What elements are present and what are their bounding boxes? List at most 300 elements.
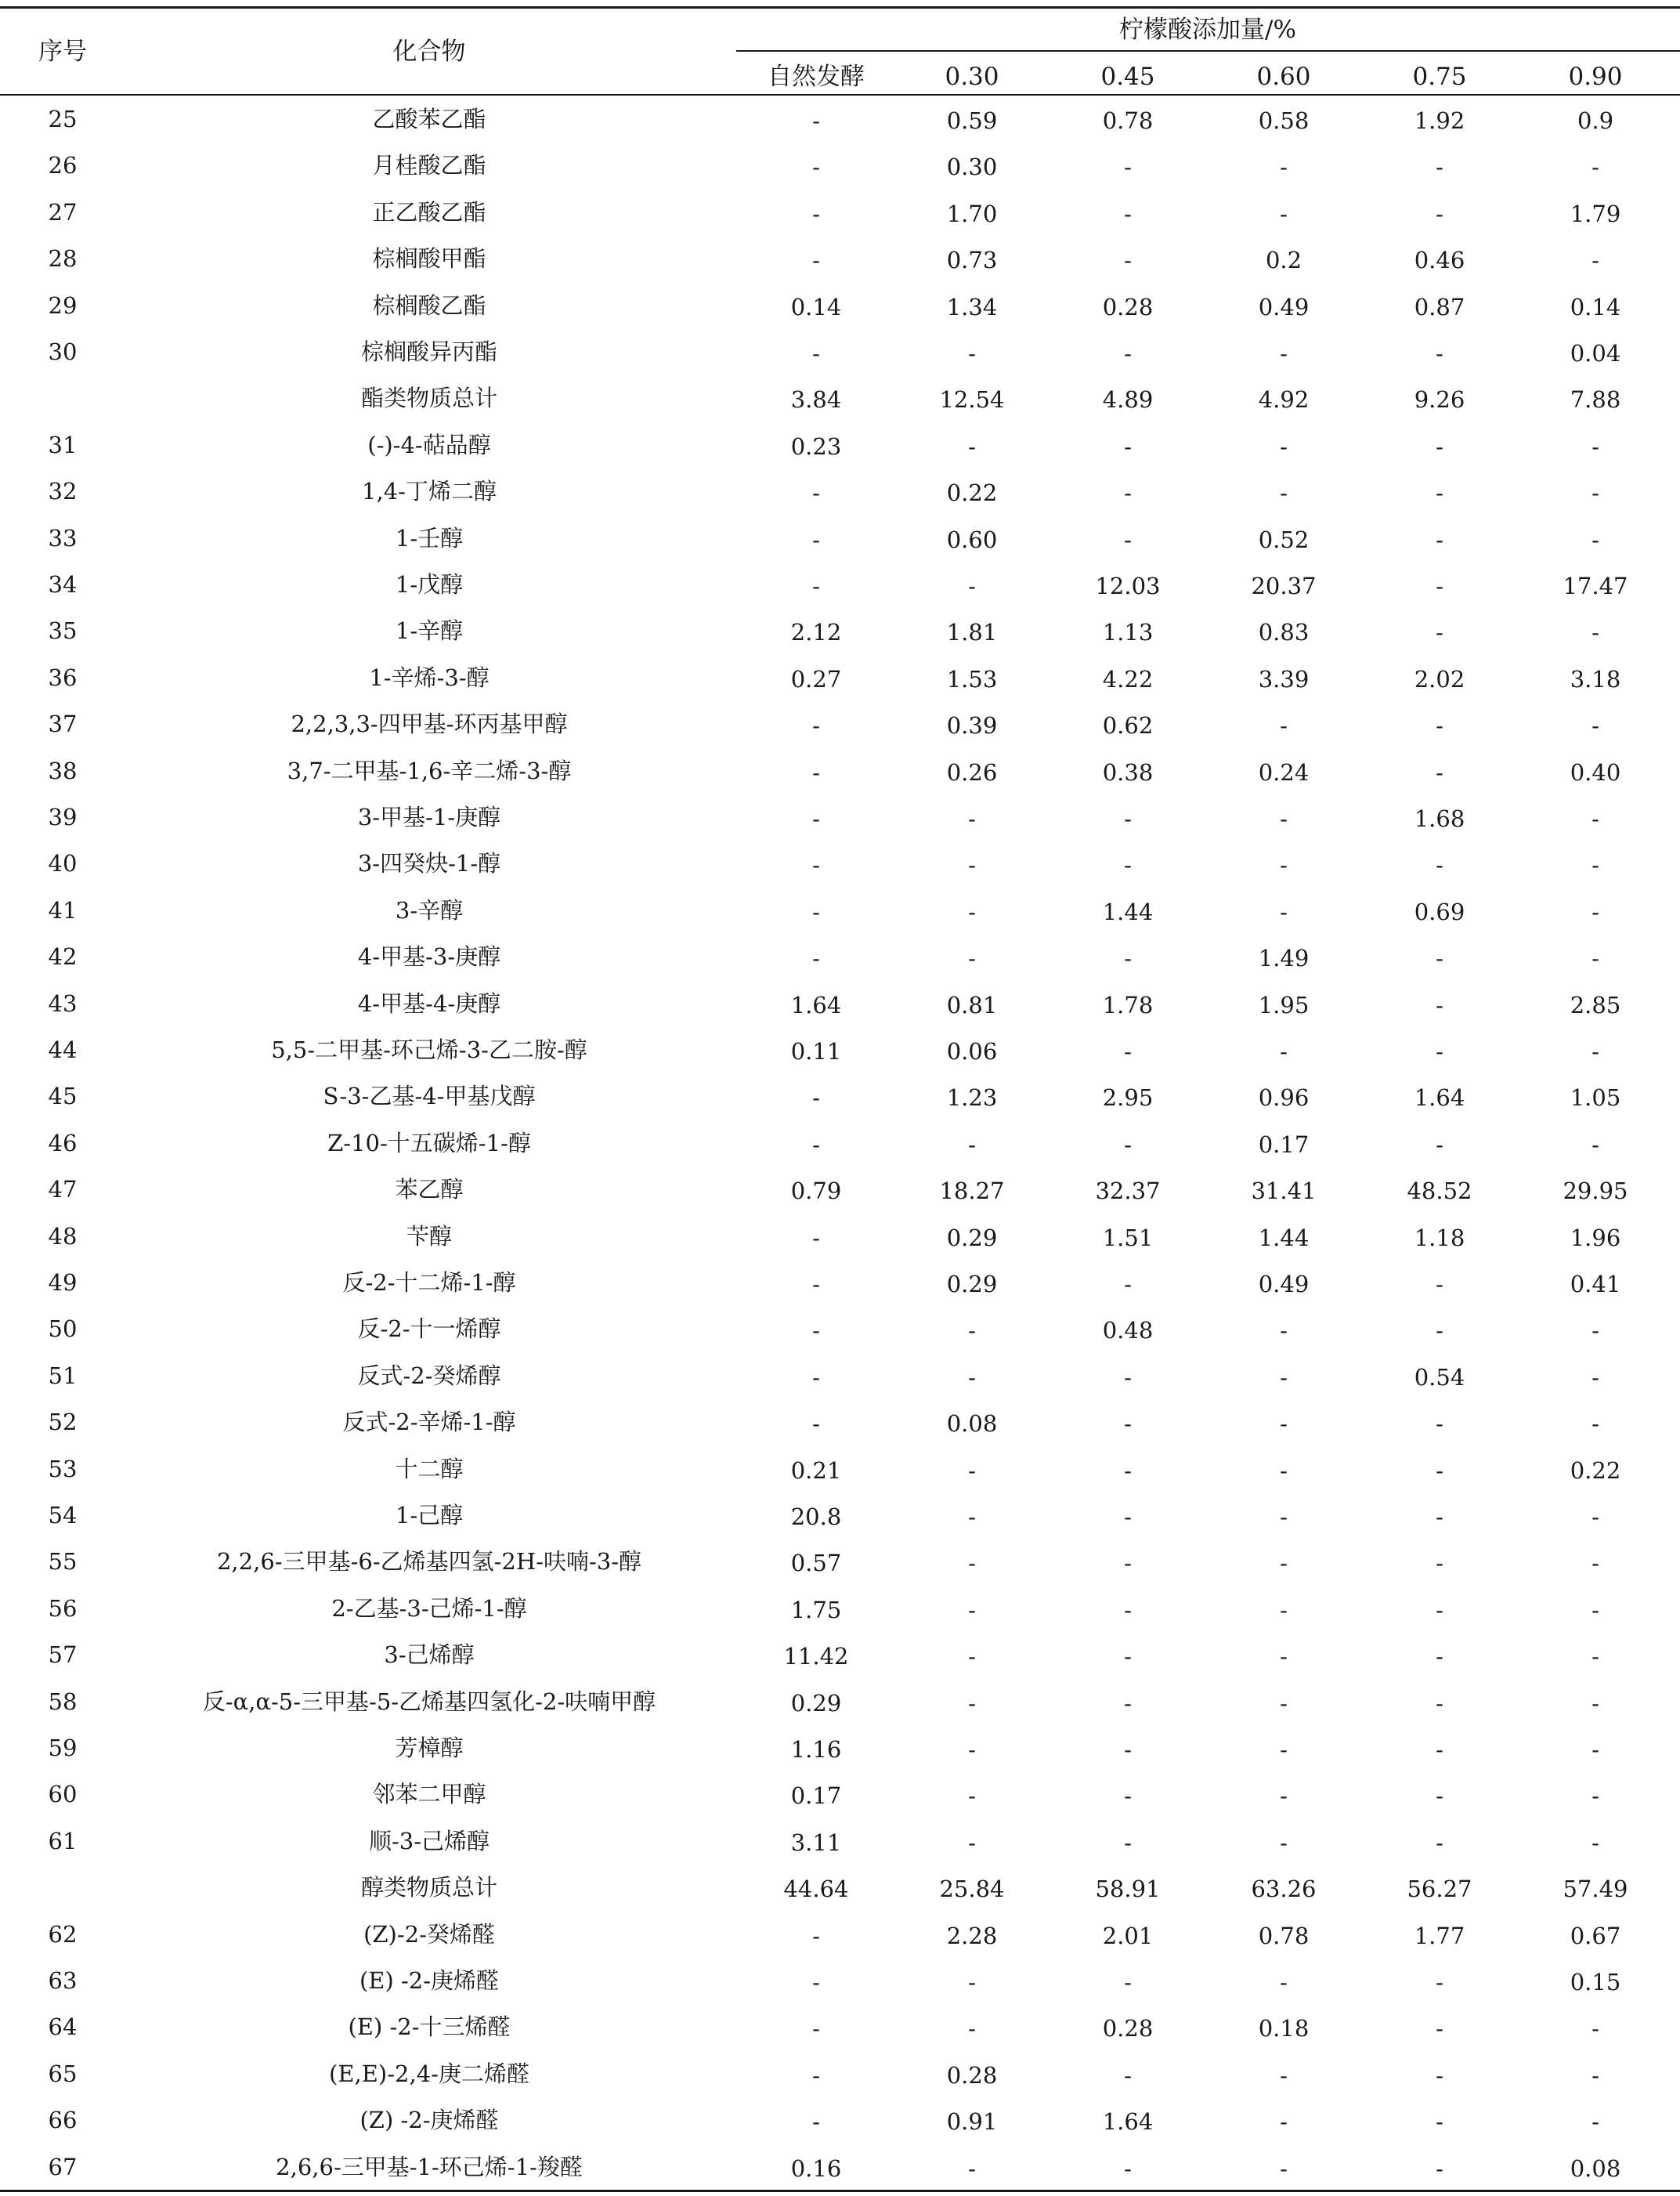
row-value: -	[1436, 1596, 1443, 1623]
row-value: -	[1436, 1038, 1443, 1065]
row-value: 3.84	[790, 386, 842, 414]
row-value: -	[968, 1969, 976, 1995]
row-value: 2.12	[790, 619, 842, 646]
row-value: -	[1280, 1456, 1288, 1484]
row-value: -	[1124, 479, 1132, 507]
row-seq: 40	[48, 850, 78, 877]
row-value: 1.44	[1258, 1224, 1310, 1251]
row-value: -	[812, 852, 820, 879]
row-compound: 反-2-十一烯醇	[357, 1315, 501, 1343]
row-value: 1.64	[790, 991, 842, 1018]
row-value: -	[1591, 432, 1599, 460]
row-compound: 3-辛醇	[395, 896, 464, 924]
row-value: 12.54	[939, 386, 1005, 414]
row-value: 1.49	[1258, 945, 1310, 972]
row-value: -	[1280, 1038, 1288, 1065]
row-value: -	[812, 1271, 820, 1297]
row-value: 0.29	[946, 1271, 998, 1297]
row-seq: 36	[48, 664, 78, 691]
row-value: 0.83	[1258, 619, 1310, 646]
group-header-rule	[736, 50, 1680, 52]
row-value: -	[1280, 898, 1288, 925]
row-compound: 芳樟醇	[395, 1735, 464, 1761]
row-value: -	[1280, 1503, 1288, 1530]
row-seq: 59	[48, 1735, 78, 1761]
row-seq: 39	[48, 804, 78, 830]
row-seq: 28	[48, 245, 78, 273]
row-value: 0.28	[1102, 293, 1154, 320]
row-value: -	[1436, 1271, 1443, 1297]
row-value: 0.22	[946, 479, 998, 507]
row-value: -	[968, 1643, 976, 1670]
row-value: 0.62	[1102, 712, 1154, 740]
row-value: 0.9	[1577, 107, 1614, 134]
row-value: -	[1436, 1689, 1443, 1717]
row-value: -	[1280, 1689, 1288, 1717]
row-seq: 45	[48, 1083, 78, 1110]
row-seq: 32	[48, 478, 78, 505]
row-value: -	[1124, 852, 1132, 879]
header-level-0: 自然发酵	[768, 63, 865, 91]
row-value: -	[968, 2154, 976, 2182]
header-level-2: 0.45	[1100, 63, 1155, 91]
row-compound: (E,E)-2,4-庚二烯醛	[329, 2060, 529, 2087]
row-compound: (Z) -2-庚烯醛	[359, 2107, 499, 2134]
row-compound: Z-10-十五碳烯-1-醇	[327, 1129, 531, 1156]
row-value: -	[1280, 2108, 1288, 2136]
row-value: -	[968, 2015, 976, 2042]
row-value: -	[812, 2108, 820, 2136]
row-value: -	[1124, 945, 1132, 972]
row-value: -	[968, 432, 976, 460]
row-value: 0.17	[790, 1782, 842, 1810]
row-compound: 反式-2-癸烯醇	[357, 1362, 501, 1389]
row-value: 29.95	[1563, 1178, 1628, 1205]
row-value: -	[968, 1131, 976, 1158]
row-seq: 53	[48, 1455, 78, 1482]
row-value: -	[812, 1969, 820, 1995]
row-compound: (Z)-2-癸烯醛	[363, 1920, 495, 1948]
row-value: -	[1436, 1456, 1443, 1484]
row-compound: 3-甲基-1-庚醇	[357, 804, 501, 830]
row-compound: S-3-乙基-4-甲基戊醇	[323, 1083, 536, 1110]
row-seq: 57	[48, 1641, 78, 1669]
row-compound: 4-甲基-4-庚醇	[357, 989, 501, 1017]
row-value: 0.22	[1570, 1456, 1621, 1484]
row-seq: 47	[48, 1176, 78, 1203]
header-level-5: 0.90	[1568, 63, 1623, 91]
row-compound: 酯类物质总计	[360, 385, 498, 412]
header-level-3: 0.60	[1256, 63, 1311, 91]
row-seq: 27	[48, 198, 78, 226]
row-seq: 25	[48, 106, 78, 132]
row-value: -	[1280, 1317, 1288, 1344]
row-value: -	[1124, 200, 1132, 227]
row-value: -	[1591, 1782, 1599, 1810]
row-value: -	[1591, 2061, 1599, 2089]
row-value: 1.81	[946, 619, 998, 646]
row-value: -	[968, 1317, 976, 1344]
row-value: -	[812, 200, 820, 227]
row-value: 0.57	[790, 1550, 842, 1577]
row-value: 2.01	[1102, 1922, 1154, 1949]
row-value: 0.28	[1102, 2015, 1154, 2042]
row-value: -	[1280, 1969, 1288, 1995]
row-compound: 1-辛醇	[395, 617, 464, 645]
row-value: -	[812, 945, 820, 972]
row-value: 2.85	[1570, 991, 1621, 1018]
row-value: -	[1280, 805, 1288, 832]
row-value: -	[1436, 526, 1443, 553]
row-value: -	[1436, 2108, 1443, 2136]
row-value: 1.53	[946, 665, 998, 693]
row-compound: 正乙酸乙酯	[372, 198, 486, 226]
row-value: 1.70	[946, 200, 998, 227]
row-value: 9.26	[1414, 386, 1465, 414]
row-compound: 苄醇	[406, 1222, 453, 1250]
row-value: 0.14	[1570, 293, 1621, 320]
row-value: -	[1124, 1689, 1132, 1717]
row-value: -	[1591, 1736, 1599, 1763]
row-seq: 60	[48, 1781, 78, 1808]
row-value: -	[1591, 712, 1599, 740]
row-value: 0.96	[1258, 1084, 1310, 1112]
row-value: -	[1280, 154, 1288, 181]
row-value: 2.95	[1102, 1084, 1154, 1112]
row-value: 0.73	[946, 247, 998, 274]
row-value: 1.18	[1414, 1224, 1465, 1251]
row-value: -	[968, 1550, 976, 1577]
row-compound: 3-四癸炔-1-醇	[357, 850, 501, 877]
row-value: 0.78	[1258, 1922, 1310, 1949]
row-value: -	[1280, 340, 1288, 367]
row-seq: 62	[48, 1920, 78, 1948]
row-value: -	[1280, 200, 1288, 227]
row-value: 0.14	[790, 293, 842, 320]
row-value: -	[1436, 1550, 1443, 1577]
row-value: -	[1124, 1782, 1132, 1810]
row-compound: 顺-3-己烯醇	[368, 1827, 490, 1854]
row-value: -	[1124, 1363, 1132, 1391]
row-value: 0.38	[1102, 758, 1154, 786]
row-value: 0.52	[1258, 526, 1310, 553]
row-value: -	[812, 479, 820, 507]
row-value: -	[812, 1317, 820, 1344]
row-value: -	[968, 852, 976, 879]
row-value: -	[1591, 945, 1599, 972]
row-value: -	[1280, 1363, 1288, 1391]
row-value: -	[1436, 2015, 1443, 2042]
row-value: 1.16	[790, 1736, 842, 1763]
row-value: -	[1124, 1456, 1132, 1484]
row-value: -	[968, 1503, 976, 1530]
row-value: -	[1436, 712, 1443, 740]
row-value: 1.79	[1570, 200, 1621, 227]
header-group: 柠檬酸添加量/%	[1119, 16, 1296, 44]
row-compound: 反-2-十二烯-1-醇	[342, 1269, 516, 1296]
row-compound: 1-戊醇	[395, 571, 464, 598]
row-seq: 33	[48, 524, 78, 552]
row-value: -	[812, 340, 820, 367]
row-value: 4.92	[1258, 386, 1310, 414]
row-value: 0.27	[790, 665, 842, 693]
row-value: -	[1124, 1271, 1132, 1297]
row-value: 57.49	[1563, 1876, 1628, 1903]
row-value: -	[1436, 991, 1443, 1018]
row-value: -	[812, 107, 820, 134]
row-seq: 56	[48, 1594, 78, 1622]
row-value: -	[1436, 2154, 1443, 2182]
row-value: -	[1436, 573, 1443, 599]
row-value: -	[1591, 852, 1599, 879]
row-value: -	[812, 154, 820, 181]
row-compound: 醇类物质总计	[360, 1874, 498, 1901]
row-seq: 64	[48, 2013, 78, 2041]
row-seq: 54	[48, 1502, 78, 1529]
row-compound: (-)-4-萜品醇	[367, 431, 491, 458]
row-value: -	[968, 898, 976, 925]
row-value: 7.88	[1570, 386, 1621, 414]
row-value: -	[968, 1829, 976, 1856]
row-value: -	[1591, 526, 1599, 553]
row-value: -	[1280, 712, 1288, 740]
row-value: -	[1280, 1596, 1288, 1623]
row-value: 1.23	[946, 1084, 998, 1112]
row-value: -	[968, 805, 976, 832]
row-value: -	[1436, 758, 1443, 786]
row-value: 0.69	[1414, 898, 1465, 925]
row-value: -	[968, 573, 976, 599]
row-value: 1.68	[1414, 805, 1465, 832]
row-value: 0.91	[946, 2108, 998, 2136]
row-seq: 46	[48, 1129, 78, 1156]
row-compound: 1-己醇	[395, 1502, 464, 1529]
row-value: -	[1436, 1736, 1443, 1763]
row-value: 1.34	[946, 293, 998, 320]
row-value: 0.04	[1570, 340, 1621, 367]
row-value: -	[1124, 2154, 1132, 2182]
row-seq: 49	[48, 1269, 78, 1296]
row-value: -	[1280, 432, 1288, 460]
row-value: -	[968, 1363, 976, 1391]
row-value: -	[968, 1736, 976, 1763]
row-value: -	[1591, 1038, 1599, 1065]
row-value: -	[812, 1363, 820, 1391]
row-value: 1.75	[790, 1596, 842, 1623]
row-value: 0.41	[1570, 1271, 1621, 1297]
row-value: -	[1591, 2015, 1599, 2042]
row-compound: 反式-2-辛烯-1-醇	[342, 1409, 516, 1436]
row-compound: 乙酸苯乙酯	[372, 106, 486, 132]
row-value: -	[1436, 1410, 1443, 1438]
row-value: 25.84	[939, 1876, 1005, 1903]
row-value: -	[812, 573, 820, 599]
row-value: -	[1591, 2108, 1599, 2136]
row-seq: 43	[48, 989, 78, 1017]
row-value: -	[1124, 1131, 1132, 1158]
row-value: 18.27	[939, 1178, 1005, 1205]
row-value: 0.81	[946, 991, 998, 1018]
row-value: 0.48	[1102, 1317, 1154, 1344]
row-value: 2.28	[946, 1922, 998, 1949]
row-value: 1.95	[1258, 991, 1310, 1018]
row-value: 3.11	[790, 1829, 842, 1856]
row-value: -	[1280, 479, 1288, 507]
row-compound: 反-α,α-5-三甲基-5-乙烯基四氢化-2-呋喃甲醇	[202, 1688, 656, 1715]
row-value: 4.89	[1102, 386, 1154, 414]
row-value: 1.05	[1570, 1084, 1621, 1112]
row-seq: 44	[48, 1036, 78, 1063]
row-value: 0.29	[946, 1224, 998, 1251]
row-value: -	[812, 805, 820, 832]
row-value: -	[1436, 1317, 1443, 1344]
row-value: -	[1591, 1131, 1599, 1158]
row-seq: 58	[48, 1688, 78, 1715]
row-value: -	[1591, 479, 1599, 507]
row-value: -	[1280, 1829, 1288, 1856]
row-value: -	[968, 1456, 976, 1484]
row-value: -	[968, 945, 976, 972]
row-value: -	[1124, 1969, 1132, 1995]
row-seq: 52	[48, 1409, 78, 1436]
row-value: 1.96	[1570, 1224, 1621, 1251]
row-value: 0.06	[946, 1038, 998, 1065]
row-value: 0.16	[790, 2154, 842, 2182]
row-seq: 31	[48, 431, 78, 458]
row-value: -	[812, 1131, 820, 1158]
row-value: 0.39	[946, 712, 998, 740]
row-value: -	[812, 758, 820, 786]
row-value: 1.92	[1414, 107, 1465, 134]
row-value: 20.37	[1251, 573, 1317, 599]
row-value: -	[1591, 1596, 1599, 1623]
row-value: 0.87	[1414, 293, 1465, 320]
row-seq: 61	[48, 1827, 78, 1854]
row-compound: (E) -2-十三烯醛	[348, 2013, 511, 2041]
row-value: -	[1436, 154, 1443, 181]
row-value: -	[968, 1596, 976, 1623]
row-value: -	[1436, 340, 1443, 367]
row-value: -	[1124, 432, 1132, 460]
row-value: -	[968, 340, 976, 367]
row-value: -	[1591, 1410, 1599, 1438]
row-value: 0.49	[1258, 293, 1310, 320]
row-value: 0.11	[790, 1038, 842, 1065]
row-value: -	[1124, 1643, 1132, 1670]
row-value: 0.21	[790, 1456, 842, 1484]
row-value: -	[812, 247, 820, 274]
row-compound: 4-甲基-3-庚醇	[357, 943, 501, 971]
row-value: -	[812, 526, 820, 553]
header-seq: 序号	[38, 38, 87, 66]
row-value: 0.2	[1265, 247, 1302, 274]
row-seq: 51	[48, 1362, 78, 1389]
row-compound: 1-壬醇	[395, 524, 464, 552]
row-compound: 2-乙基-3-己烯-1-醇	[331, 1594, 527, 1622]
row-value: 4.22	[1102, 665, 1154, 693]
row-value: -	[1124, 1410, 1132, 1438]
row-value: 0.59	[946, 107, 998, 134]
row-seq: 63	[48, 1967, 78, 1994]
row-value: -	[812, 2061, 820, 2089]
row-value: 1.64	[1102, 2108, 1154, 2136]
table-top-rule	[0, 6, 1680, 9]
row-compound: 苯乙醇	[395, 1176, 464, 1203]
row-value: 0.17	[1258, 1131, 1310, 1158]
row-value: -	[1436, 1969, 1443, 1995]
row-value: -	[812, 2015, 820, 2042]
row-value: 0.40	[1570, 758, 1621, 786]
row-value: -	[1280, 1643, 1288, 1670]
row-value: 58.91	[1095, 1876, 1161, 1903]
row-value: 0.46	[1414, 247, 1465, 274]
row-value: 0.58	[1258, 107, 1310, 134]
row-value: 0.08	[1570, 2154, 1621, 2182]
row-value: 0.28	[946, 2061, 998, 2089]
row-compound: 1-辛烯-3-醇	[369, 664, 490, 691]
row-value: -	[812, 898, 820, 925]
row-seq: 50	[48, 1315, 78, 1343]
row-value: 2.02	[1414, 665, 1465, 693]
row-value: 0.26	[946, 758, 998, 786]
row-value: 12.03	[1095, 573, 1161, 599]
row-value: 0.29	[790, 1689, 842, 1717]
row-compound: 十二醇	[395, 1455, 464, 1482]
row-value: 0.30	[946, 154, 998, 181]
row-value: 0.23	[790, 432, 842, 460]
row-value: -	[1280, 1550, 1288, 1577]
row-value: -	[1124, 340, 1132, 367]
row-value: 32.37	[1095, 1178, 1161, 1205]
row-compound: 2,2,6-三甲基-6-乙烯基四氢-2H-呋喃-3-醇	[216, 1548, 642, 1576]
row-seq: 37	[48, 711, 78, 738]
row-value: -	[1436, 852, 1443, 879]
row-value: -	[1436, 200, 1443, 227]
row-value: 1.77	[1414, 1922, 1465, 1949]
row-value: -	[1124, 1503, 1132, 1530]
row-value: 1.44	[1102, 898, 1154, 925]
row-value: 31.41	[1251, 1178, 1317, 1205]
row-value: -	[1591, 1503, 1599, 1530]
row-compound: 棕榈酸异丙酯	[360, 338, 498, 365]
row-value: -	[1436, 1829, 1443, 1856]
row-value: -	[1436, 945, 1443, 972]
row-value: 3.18	[1570, 665, 1621, 693]
row-value: 1.64	[1414, 1084, 1465, 1112]
row-seq: 38	[48, 757, 78, 784]
row-value: -	[1591, 154, 1599, 181]
row-value: 0.79	[790, 1178, 842, 1205]
row-value: -	[1124, 805, 1132, 832]
row-value: -	[1124, 247, 1132, 274]
row-value: 11.42	[783, 1643, 849, 1670]
row-value: -	[812, 1224, 820, 1251]
row-compound: 月桂酸乙酯	[372, 152, 486, 179]
header-compound: 化合物	[392, 38, 466, 66]
row-seq: 55	[48, 1548, 78, 1576]
row-compound: (E) -2-庚烯醛	[359, 1967, 500, 1994]
row-value: -	[1280, 1736, 1288, 1763]
row-compound: 棕榈酸甲酯	[372, 245, 486, 273]
row-value: 1.13	[1102, 619, 1154, 646]
row-seq: 30	[48, 338, 78, 365]
row-value: 20.8	[790, 1503, 842, 1530]
row-compound: 1,4-丁烯二醇	[362, 478, 497, 505]
row-value: -	[1436, 1503, 1443, 1530]
row-value: -	[1436, 1643, 1443, 1670]
row-value: -	[1280, 852, 1288, 879]
row-value: -	[1591, 1643, 1599, 1670]
